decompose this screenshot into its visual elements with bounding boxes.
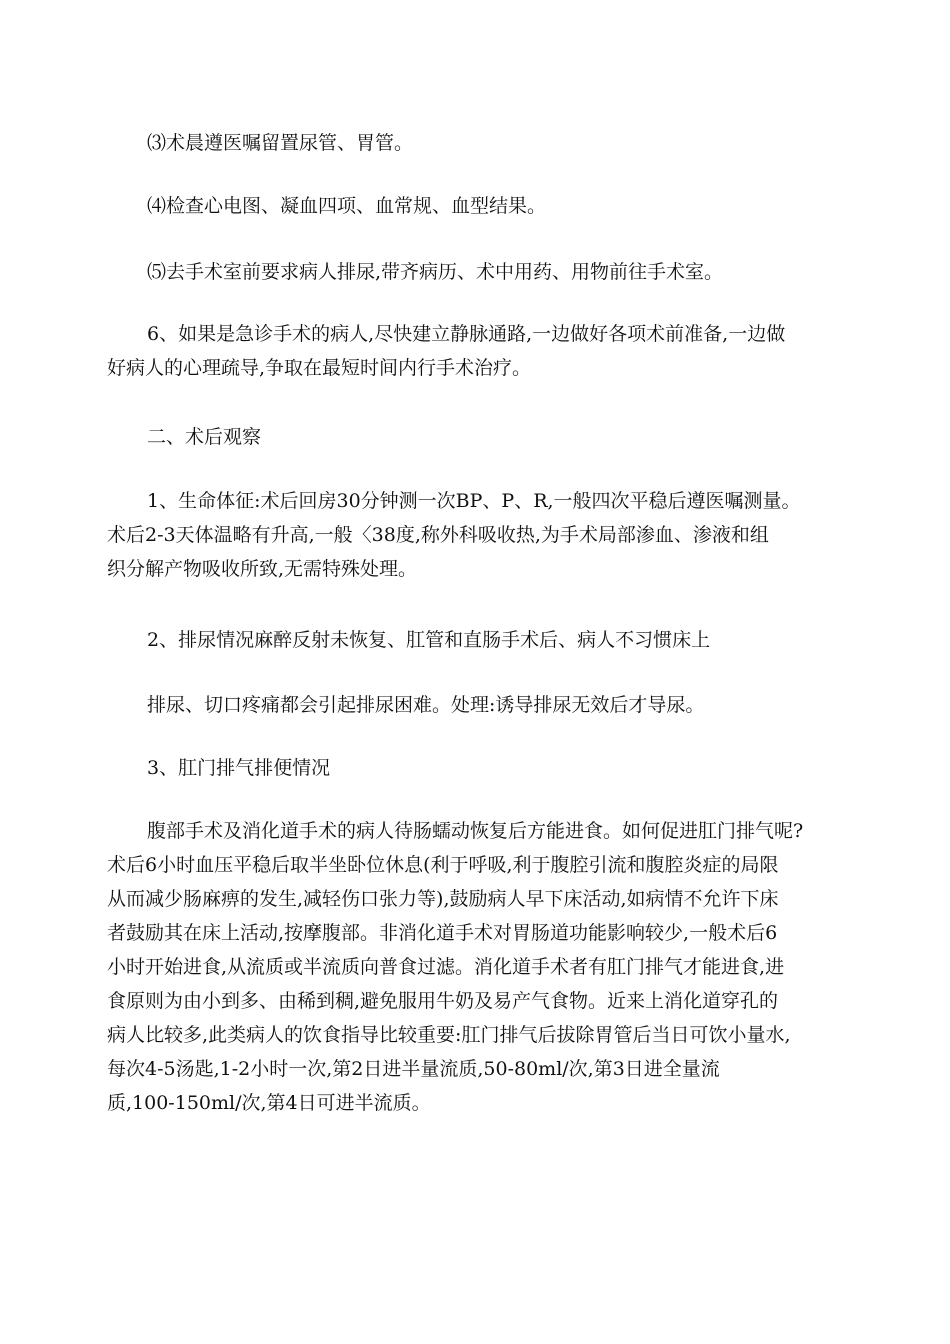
text-line: 2、排尿情况麻醉反射未恢复、肛管和直肠手术后、病人不习惯床上 [147,629,711,651]
paragraph-item-4 [107,189,887,223]
text-line: 每次4-5汤匙,1-2小时一次,第2日进半量流质,50-80ml/次,第3日进全量流 [107,1058,720,1080]
text-line: ⑶术晨遵医嘱留置尿管、胃管。 [147,132,414,154]
text-line: 小时开始进食,从流质或半流质向普食过滤。消化道手术者有肛门排气才能进食,进 [107,956,785,978]
paragraph-flatus-defecation-heading [107,751,887,785]
text-line: 者鼓励其在床上活动,按摩腹部。非消化道手术对胃肠道功能影响较少,一般术后6 [107,922,778,944]
text-line: ⑷检查心电图、凝血四项、血常规、血型结果。 [147,195,547,217]
text-line: 腹部手术及消化道手术的病人待肠蠕动恢复后方能进食。如何促进肛门排气呢? [147,820,804,842]
text-line: 术后6小时血压平稳后取半坐卧位休息(利于呼吸,利于腹腔引流和腹腔炎症的局限 [107,854,779,876]
text-line: ⑸去手术室前要求病人排尿,带齐病历、术中用药、用物前往手术室。 [147,261,724,283]
text-line: 食原则为由小到多、由稀到稠,避免服用牛奶及易产气食物。近来上消化道穿孔的 [107,990,779,1012]
text-line: 质,100-150ml/次,第4日可进半流质。 [107,1092,431,1114]
paragraph-vital-signs [107,484,847,586]
paragraph-item-5 [107,255,887,289]
text-line: 排尿、切口疼痛都会引起排尿困难。处理:诱导排尿无效后才导尿。 [147,694,705,716]
text-line: 织分解产物吸收所致,无需特殊处理。 [107,558,418,580]
text-line: 病人比较多,此类病人的饮食指导比较重要:肛门排气后拔除胃管后当日可饮小量水, [107,1024,791,1046]
text-line: 1、生命体征:术后回房30分钟测一次BP、P、R,一般四次平稳后遵医嘱测量。 [147,490,801,512]
paragraph-urination-difficulty [107,688,887,722]
text-line: 3、肛门排气排便情况 [147,757,331,779]
text-line: 从而减少肠麻痹的发生,减轻伤口张力等),鼓励病人早下床活动,如病情不允许下床 [107,888,779,910]
text-line: 6、如果是急诊手术的病人,尽快建立静脉通路,一边做好各项术前准备,一边做 [147,323,786,345]
paragraph-emergency-surgery [107,317,847,385]
paragraph-diet-guidance [107,814,847,1120]
text-line: 二、术后观察 [147,426,262,448]
paragraph-item-3 [107,126,887,160]
text-line: 术后2-3天体温略有升高,一般〈38度,称外科吸收热,为手术局部渗血、渗液和组 [107,524,769,546]
paragraph-urination [107,623,887,657]
section-heading-postop-observation [107,420,887,454]
text-line: 好病人的心理疏导,争取在最短时间内行手术治疗。 [107,357,532,379]
